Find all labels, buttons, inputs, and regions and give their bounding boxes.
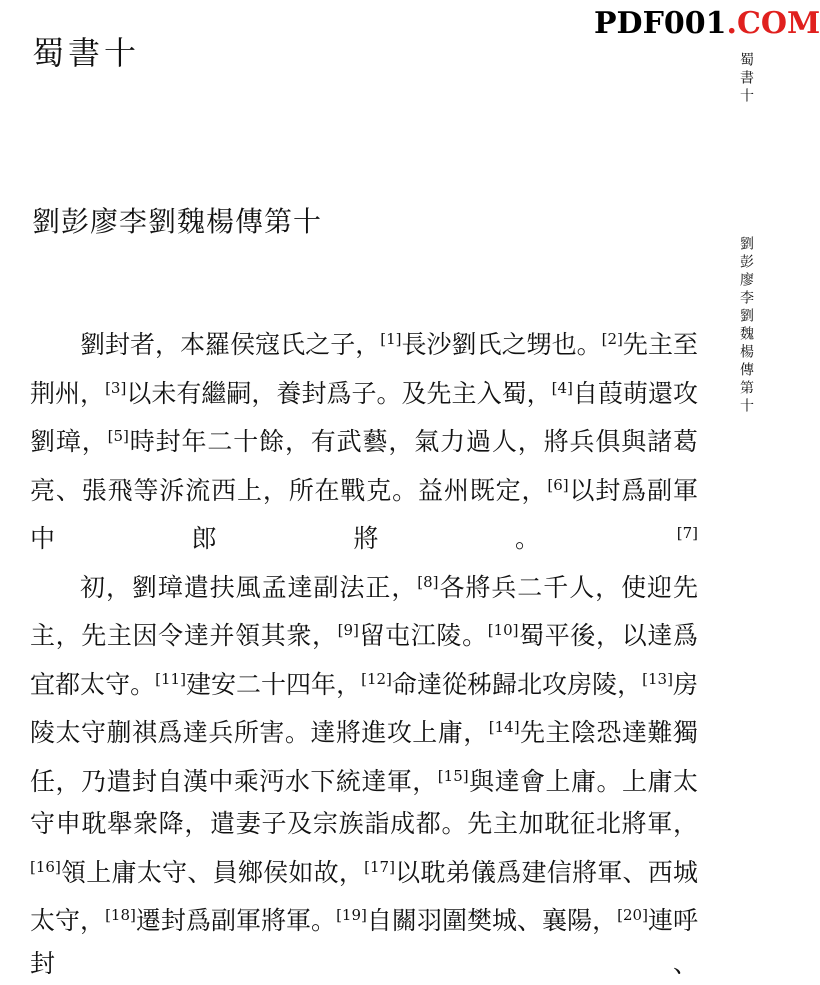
- text-run: 房陵太守蒯祺爲達兵所害。達將進攻上庸，: [30, 670, 698, 748]
- text-run: 各將兵二千人，使迎先主，先主因令達并領其衆，: [30, 573, 698, 651]
- footnote-marker[interactable]: [3]: [105, 379, 126, 397]
- text-run: 時封年二十餘，有武藝，氣力過人，將兵俱與諸葛亮、張飛等泝流西上，所在戰克。益州既定，: [30, 427, 698, 505]
- text-run: 劉封者，本羅侯寇氏之子，: [80, 330, 380, 359]
- watermark-logo: [594, 6, 820, 41]
- paragraph: [30, 318, 698, 561]
- side-running-head-book: 蜀書十: [735, 52, 757, 106]
- footnote-marker[interactable]: [8]: [417, 573, 438, 591]
- footnote-marker[interactable]: [14]: [489, 718, 520, 736]
- footnote-marker[interactable]: [10]: [488, 621, 519, 639]
- text-run: 與達會上庸。上庸太守申耽舉衆降，遣妻子及宗族詣成都。先主加耽征北將軍，: [30, 767, 698, 839]
- text-run: 蜀平後，以達爲宜都太守。: [30, 621, 698, 699]
- footnote-marker[interactable]: [16]: [30, 858, 61, 876]
- text-run: 建安二十四年，: [186, 670, 361, 699]
- footnote-marker[interactable]: [18]: [105, 906, 136, 924]
- footnote-marker[interactable]: [7]: [677, 524, 698, 542]
- footnote-marker[interactable]: [17]: [364, 858, 395, 876]
- text-run: 以封爲副軍中郎將。: [30, 476, 698, 554]
- body-text: [30, 318, 698, 985]
- text-run: 領上庸太守、員鄉侯如故，: [61, 858, 364, 887]
- footnote-marker[interactable]: [12]: [361, 670, 392, 688]
- text-run: 自葭萌還攻劉璋，: [30, 379, 698, 457]
- footnote-marker[interactable]: [2]: [602, 330, 623, 348]
- footnote-marker[interactable]: [9]: [338, 621, 359, 639]
- text-run: 初，劉璋遣扶風孟達副法正，: [80, 573, 417, 602]
- text-run: 以耽弟儀爲建信將軍、西城太守，: [30, 858, 698, 936]
- text-run: 留屯江陵。: [359, 621, 488, 650]
- text-run: 命達從秭歸北攻房陵，: [392, 670, 642, 699]
- footnote-marker[interactable]: [11]: [155, 670, 186, 688]
- text-run: 先主陰恐達難獨任，乃遣封自漢中乘沔水下統達軍，: [30, 718, 698, 796]
- footnote-marker[interactable]: [19]: [336, 906, 367, 924]
- side-running-head-chapter: 劉彭廖李劉魏楊傳第十: [735, 236, 757, 416]
- chapter-title: 劉彭廖李劉魏楊傳第十: [32, 200, 322, 240]
- paragraph: [30, 561, 698, 985]
- footnote-marker[interactable]: [15]: [438, 767, 469, 785]
- text-run: 連呼封、: [30, 906, 698, 978]
- watermark-text-main: PDF001: [594, 6, 727, 41]
- text-run: 遷封爲副軍將軍。: [136, 906, 336, 935]
- footnote-marker[interactable]: [6]: [547, 476, 568, 494]
- watermark-text-suffix: .COM: [727, 6, 820, 41]
- book-title: 蜀書十: [32, 28, 140, 74]
- footnote-marker[interactable]: [5]: [108, 427, 129, 445]
- text-run: 先主至荆州，: [30, 330, 698, 408]
- text-run: 自關羽圍樊城、襄陽，: [367, 906, 617, 935]
- footnote-marker[interactable]: [13]: [642, 670, 673, 688]
- footnote-marker[interactable]: [20]: [617, 906, 648, 924]
- footnote-marker[interactable]: [4]: [552, 379, 573, 397]
- text-run: 長沙劉氏之甥也。: [401, 330, 601, 359]
- footnote-marker[interactable]: [1]: [380, 330, 401, 348]
- text-run: 以未有繼嗣，養封爲子。及先主入蜀，: [126, 379, 551, 408]
